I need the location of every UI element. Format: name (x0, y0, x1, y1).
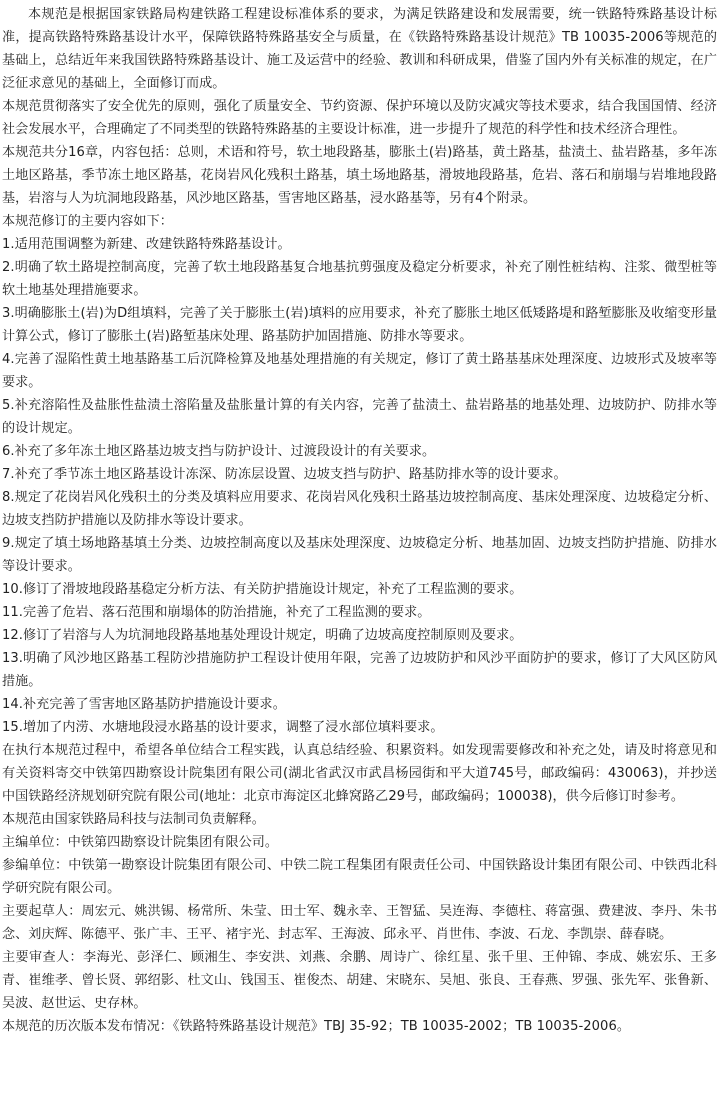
revision-item: 14.补充完善了雪害地区路基防护措施设计要求。 (2, 697, 286, 712)
intro-paragraph: 本规范是根据国家铁路局构建铁路工程建设标准体系的要求，为满足铁路建设和发展需要，统一铁路特殊路基设计标准，提高铁路特殊路基设计水平，保障铁路特殊路基安全与质量，在《铁路特殊路基设计规范》TB 10035-2006等规范的基础上，总结近年来我国铁路特殊路基设计、施工及运营中的经验、教训和科研成果，借鉴了国内外有关标准的规定，在广泛征求意见的基础上，全面修订而成。 (2, 7, 717, 91)
revision-item: 11.完善了危岩、落石范围和崩塌体的防治措施，补充了工程监测的要求。 (2, 605, 431, 620)
revision-item: 7.补充了季节冻土地区路基设计冻深、防冻层设置、边坡支挡与防护、路基防排水等的设计要求。 (2, 467, 567, 482)
main-drafters: 主要起草人：周宏元、姚洪锡、杨常所、朱莹、田士军、魏永幸、王智猛、吴连海、李德柱、蒋富强、费建波、李丹、朱书念、刘庆辉、陈德平、张广丰、王平、褚宇光、封志军、王海波、邱永平、肖世伟、李波、石龙、李凯崇、薛春晓。 (2, 904, 717, 942)
version-history: 本规范的历次版本发布情况：《铁路特殊路基设计规范》TBJ 35-92；TB 10035-2002；TB 10035-2006。 (2, 1019, 630, 1034)
interpretation-paragraph: 本规范由国家铁路局科技与法制司负责解释。 (2, 812, 265, 827)
revision-item: 2.明确了软土路堤控制高度，完善了软土地段路基复合地基抗剪强度及稳定分析要求，补充了刚性桩结构、注浆、微型桩等软土地基处理措施要求。 (2, 260, 717, 298)
revision-item: 13.明确了风沙地区路基工程防沙措施防护工程设计使用年限，完善了边坡防护和风沙平面防护的要求，修订了大风区防风措施。 (2, 651, 717, 689)
chief-editor-unit: 主编单位：中铁第四勘察设计院集团有限公司。 (2, 835, 279, 850)
revision-item: 4.完善了湿陷性黄土地基路基工后沉降检算及地基处理措施的有关规定，修订了黄土路基基床处理深度、边坡形式及坡率等要求。 (2, 352, 717, 390)
revision-item: 9.规定了填土场地路基填土分类、边坡控制高度以及基床处理深度、边坡稳定分析、地基加固、边坡支挡防护措施、防排水等设计要求。 (2, 536, 717, 574)
principles-paragraph: 本规范贯彻落实了安全优先的原则，强化了质量安全、节约资源、保护环境以及防灾减灾等技术要求，结合我国国情、经济社会发展水平，合理确定了不同类型的铁路特殊路基的主要设计标准，进一步提升了规范的科学性和技术经济合理性。 (2, 99, 717, 137)
chapters-paragraph: 本规范共分16章，内容包括：总则，术语和符号，软土地段路基，膨胀土(岩)路基，黄土路基，盐渍土、盐岩路基，多年冻土地区路基，季节冻土地区路基，花岗岩风化残积土路基，填土场地路基，滑坡地段路基，危岩、落石和崩塌与岩堆地段路基，岩溶与人为坑洞地段路基，风沙地区路基，雪害地区路基，浸水路基等，另有4个附录。 (2, 145, 717, 206)
revision-item: 15.增加了内涝、水塘地段浸水路基的设计要求，调整了浸水部位填料要求。 (2, 720, 444, 735)
revision-item: 3.明确膨胀土(岩)为D组填料，完善了关于膨胀土(岩)填料的应用要求，补充了膨胀土地区低矮路堤和路堑膨胀及收缩变形量计算公式，修订了膨胀土(岩)路堑基床处理、路基防护加固措施、防排水等要求。 (2, 306, 717, 344)
participating-units: 参编单位：中铁第一勘察设计院集团有限公司、中铁二院工程集团有限责任公司、中国铁路设计集团有限公司、中铁西北科学研究院有限公司。 (2, 858, 717, 896)
revision-item: 10.修订了滑坡地段路基稳定分析方法、有关防护措施设计规定，补充了工程监测的要求。 (2, 582, 523, 597)
revision-item: 5.补充溶陷性及盐胀性盐渍土溶陷量及盐胀量计算的有关内容，完善了盐渍土、盐岩路基的地基处理、边坡防护、防排水等的设计规定。 (2, 398, 717, 436)
revision-item: 6.补充了多年冻土地区路基边坡支挡与防护设计、过渡段设计的有关要求。 (2, 444, 436, 459)
revision-item: 1.适用范围调整为新建、改建铁路特殊路基设计。 (2, 237, 291, 252)
feedback-paragraph: 在执行本规范过程中，希望各单位结合工程实践，认真总结经验、积累资料。如发现需要修改和补充之处，请及时将意见和有关资料寄交中铁第四勘察设计院集团有限公司(湖北省武汉市武昌杨园街和平大道745号，邮政编码：430063)，并抄送中国铁路经济规划研究院有限公司(地址：北京市海淀区北蜂窝路乙29号，邮政编码；100038)，供今后修订时参考。 (2, 743, 717, 804)
revision-heading: 本规范修订的主要内容如下： (2, 214, 173, 229)
revision-item: 12.修订了岩溶与人为坑洞地段路基地基处理设计规定，明确了边坡高度控制原则及要求。 (2, 628, 523, 643)
revision-item: 8.规定了花岗岩风化残积土的分类及填料应用要求、花岗岩风化残积土路基边坡控制高度、基床处理深度、边坡稳定分析、边坡支挡防护措施以及防排水等设计要求。 (2, 490, 717, 528)
main-reviewers: 主要审查人：李海光、彭泽仁、顾湘生、李安洪、刘燕、余鹏、周诗广、徐红星、张千里、王仲锦、李成、姚宏乐、王多青、崔维孝、曾长贤、郭绍影、杜文山、钱国玉、崔俊杰、胡建、宋晓东、吴旭、张良、王春燕、罗强、张先军、张鲁新、吴波、赵世运、史存林。 (2, 950, 717, 1011)
